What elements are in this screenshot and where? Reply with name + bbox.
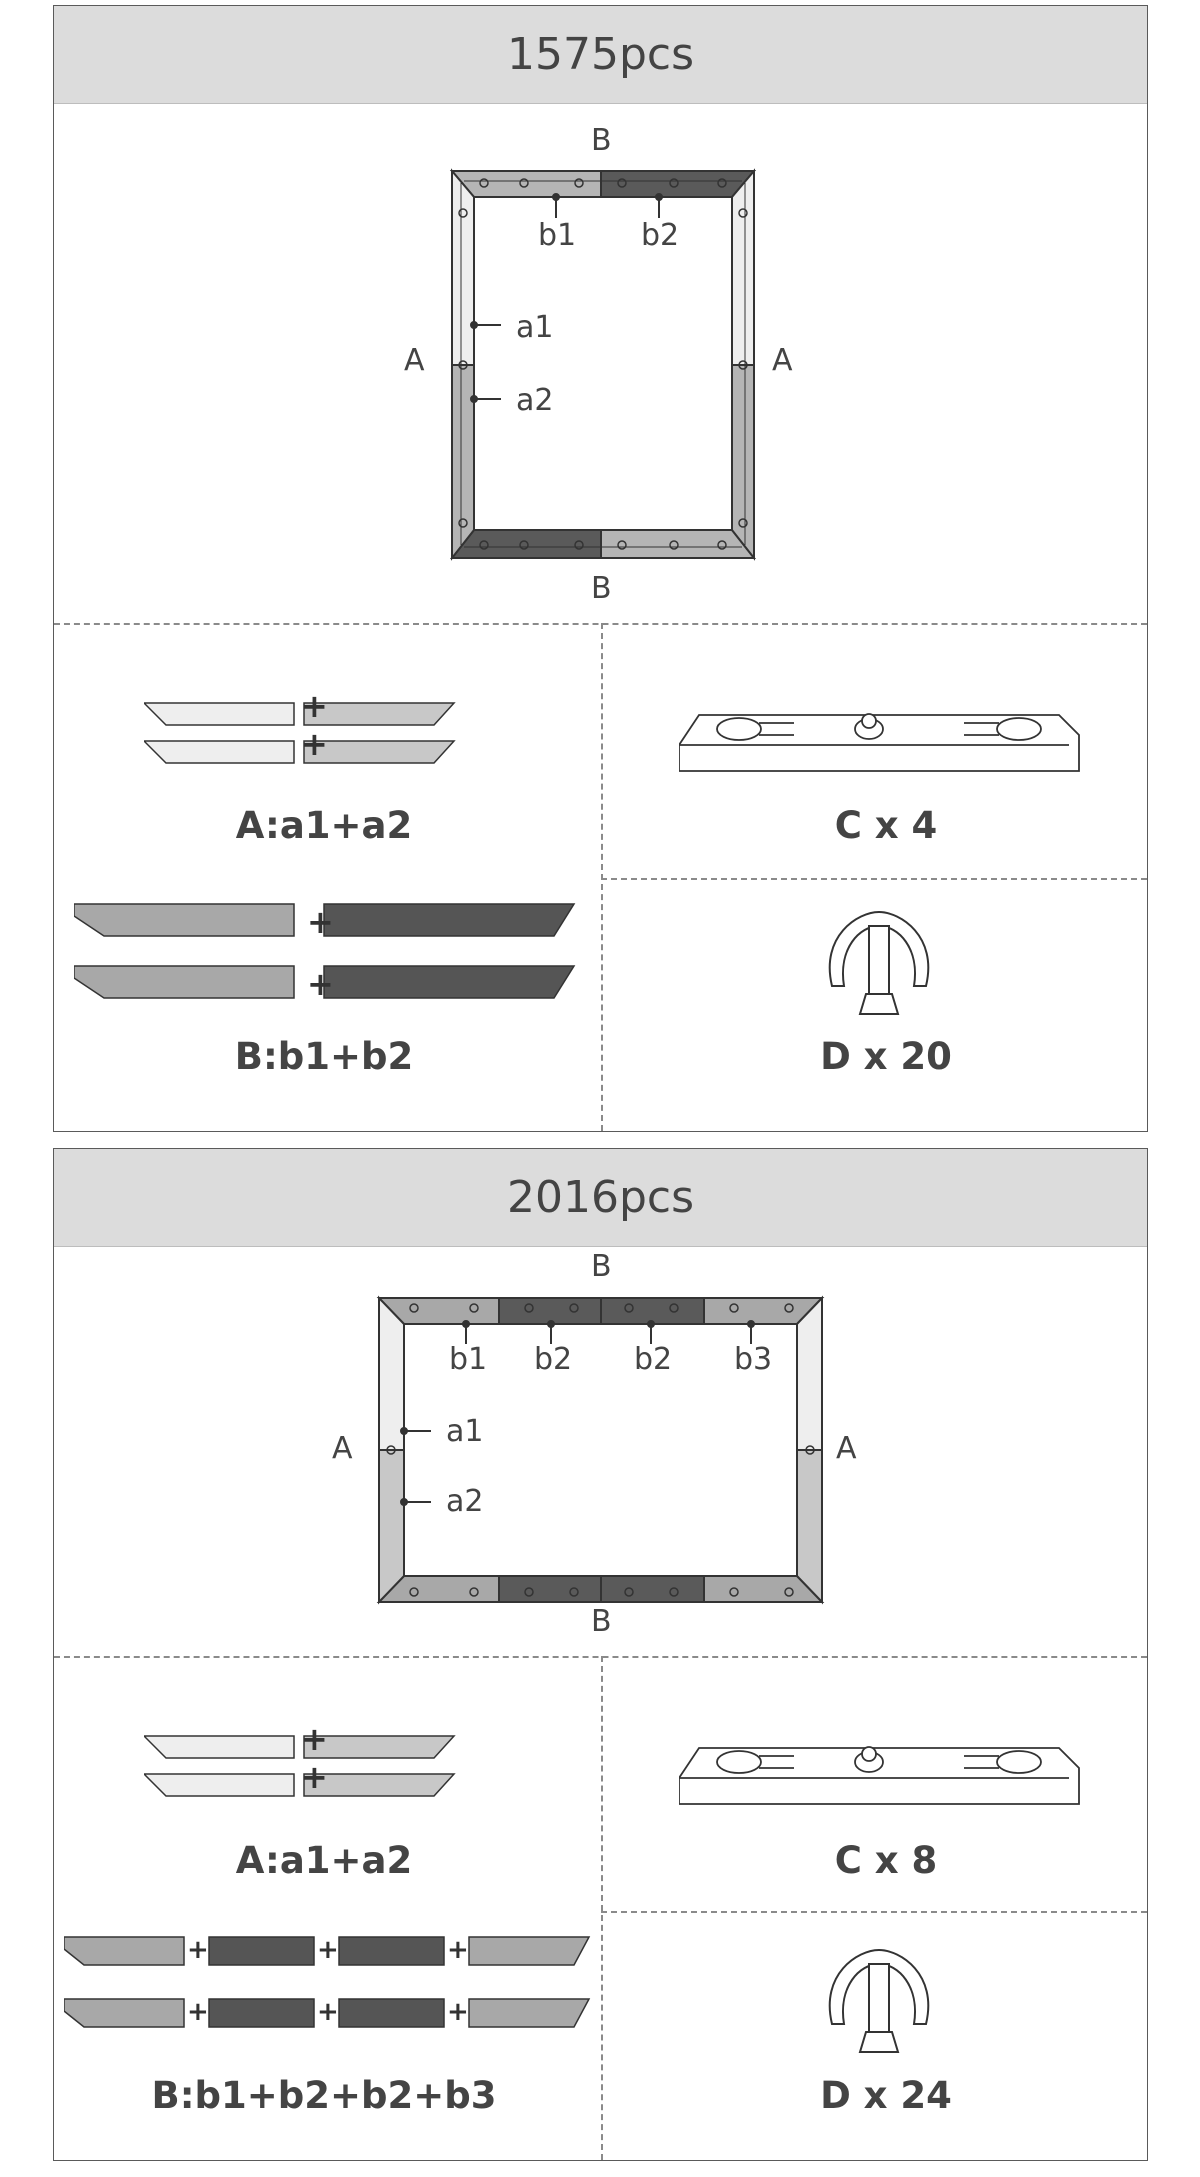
- panel-title: 1575pcs: [54, 6, 1147, 104]
- divider-right-cell: [601, 878, 1147, 880]
- piece-a1: [144, 703, 294, 725]
- panel-title: 2016pcs: [54, 1149, 1147, 1247]
- frame-bar-b2: [499, 1298, 601, 1324]
- a1-label: a1: [516, 310, 554, 345]
- frame-diagram: [54, 1246, 1147, 1666]
- frame-bar-a2-left: [379, 1450, 404, 1602]
- plus-sign: +: [301, 1758, 328, 1796]
- frame-bar-bottom-b2: [452, 530, 601, 558]
- frame-bar-a2-right: [797, 1450, 822, 1602]
- b2-label: b2: [641, 218, 680, 253]
- a2-label: a2: [516, 383, 554, 418]
- kit-b-label: B:b1+b2+b2+b3: [151, 2074, 497, 2117]
- a2-label: a2: [446, 1484, 484, 1519]
- a1-label: a1: [446, 1414, 484, 1449]
- b2-label: b2: [634, 1342, 673, 1377]
- frame-right-label: A: [772, 343, 793, 378]
- frame-diagram: [54, 103, 1147, 623]
- plus-sign: +: [447, 1997, 469, 2027]
- divider-right-cell: [601, 1911, 1147, 1913]
- kit-a-pieces: [144, 691, 564, 771]
- frame-bar-bottom-b2: [499, 1576, 601, 1602]
- kit-a-label: A:a1+a2: [235, 804, 413, 847]
- frame-bar-bottom-b2: [601, 1576, 704, 1602]
- frame-bar-a2-right: [732, 365, 754, 558]
- b1-label: b1: [449, 1342, 488, 1377]
- frame-bar-a1-left: [379, 1298, 404, 1450]
- kit-c-label: C x 4: [834, 804, 938, 847]
- b1-label: b1: [538, 218, 577, 253]
- piece-a1: [144, 741, 294, 763]
- plus-sign: +: [447, 1935, 469, 1965]
- kit-b-label: B:b1+b2: [234, 1035, 414, 1078]
- plus-sign: +: [301, 687, 328, 725]
- kit-c-block: [679, 691, 1099, 791]
- kit-d-label: D x 20: [820, 1035, 952, 1078]
- b3-label: b3: [734, 1342, 773, 1377]
- kit-a-pieces: [144, 1724, 564, 1804]
- piece-b2: [324, 966, 574, 998]
- frame-bar-b2: [601, 1298, 704, 1324]
- hook-icon: [814, 1944, 944, 2064]
- frame-top-label: B: [591, 1249, 612, 1284]
- kit-a-label: A:a1+a2: [235, 1839, 413, 1882]
- frame-left-label: A: [404, 343, 425, 378]
- divider-vertical: [601, 623, 603, 1131]
- plus-sign: +: [317, 1997, 339, 2027]
- plus-sign: +: [301, 725, 328, 763]
- kit-c-block: [679, 1724, 1099, 1824]
- frame-bottom-label: B: [591, 571, 612, 606]
- frame-bar-a2-left: [452, 365, 474, 558]
- frame-1575: [452, 171, 754, 558]
- panel-1575: [53, 5, 1148, 1132]
- plus-sign: +: [317, 1935, 339, 1965]
- hook-icon: [814, 906, 944, 1026]
- frame-left-label: A: [332, 1431, 353, 1466]
- plus-sign: +: [187, 1997, 209, 2027]
- panel-2016: [53, 1148, 1148, 2161]
- plus-sign: +: [307, 903, 334, 941]
- divider-vertical: [601, 1656, 603, 2160]
- kit-d-label: D x 24: [820, 2074, 952, 2117]
- frame-bar-a1-left: [452, 171, 474, 365]
- frame-bar-b1: [452, 171, 601, 197]
- piece-b1: [74, 904, 294, 936]
- kit-b-pieces: [74, 896, 594, 1011]
- frame-bar-a1-right: [732, 171, 754, 365]
- frame-bar-a1-right: [797, 1298, 822, 1450]
- plus-sign: +: [307, 965, 334, 1003]
- piece-b1: [74, 966, 294, 998]
- plus-sign: +: [301, 1720, 328, 1758]
- frame-bottom-label: B: [591, 1604, 612, 1639]
- b2-label: b2: [534, 1342, 573, 1377]
- frame-top-label: B: [591, 123, 612, 158]
- plus-sign: +: [187, 1935, 209, 1965]
- piece-b2: [324, 904, 574, 936]
- kit-c-label: C x 8: [834, 1839, 938, 1882]
- frame-right-label: A: [836, 1431, 857, 1466]
